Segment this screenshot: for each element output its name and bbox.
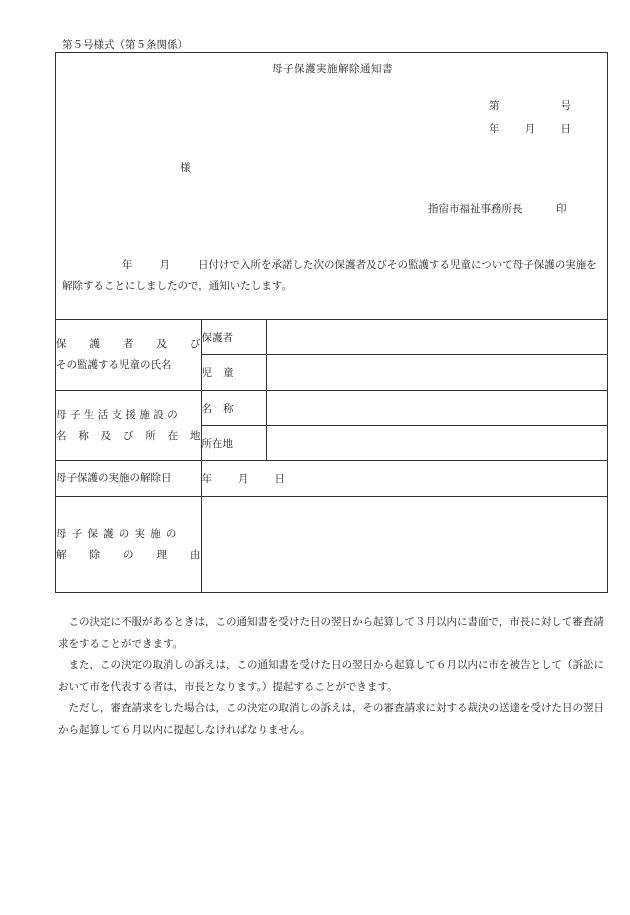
note-paragraph: ただし，審査請求をした場合は，この決定の取消しの訴えは，その審査請求に対する裁決の送達を受けた日の翌日から起算して６月以内に提起しなければなりません。 [58,702,604,736]
body-month: 月 [159,259,170,271]
issue-year: 年 [489,123,500,135]
release-date-label: 母子保護の実施の解除日 [56,461,201,497]
table-row [56,391,607,426]
facility-label-cell [56,391,201,461]
names-label-line2: その監護する児童の氏名 [56,359,172,371]
notice-form [55,52,608,593]
issue-day: 日 [560,123,571,135]
reason-field[interactable] [201,497,607,593]
release-year: 年 [201,473,212,485]
guardian-label: 保護者 [201,320,266,355]
number-suffix: 号 [560,100,571,112]
form-number-label: 第５号様式（第５条関係） [62,39,188,51]
issue-date [489,121,571,136]
facility-address-label: 所在地 [201,426,266,461]
facility-name-field[interactable] [266,391,607,426]
addressee-suffix: 様 [180,162,191,174]
facility-label-line1: 母子生活支援施設の [56,408,182,421]
names-label-cell [56,320,201,391]
table-row [56,497,607,593]
details-table [56,319,607,593]
number-prefix: 第 [489,100,500,112]
appeal-notes [58,612,608,741]
document-number [489,98,571,113]
notice-body [62,255,602,297]
guardian-name-field[interactable] [266,320,607,355]
document-title: 母子保護実施解除通知書 [272,63,393,75]
child-name-field[interactable] [266,355,607,391]
body-text: 日付けで入所を承諾した次の保護者及びその監護する児童について母子保護の実施を解除することにしましたので，通知いたします。 [62,259,597,292]
facility-address-field[interactable] [266,426,607,461]
note-paragraph: この決定に不服があるときは，この通知書を受けた日の翌日から起算して３月以内に書面で，市長に対して審査請求をすることができます。 [58,616,604,650]
facility-name-label-cell: 名 称 [201,391,266,426]
release-day: 日 [274,473,285,485]
table-row [56,320,607,355]
note-paragraph: また，この決定の取消しの訴えは，この通知書を受けた日の翌日から起算して６月以内に市を被告として（訴訟において市を代表する者は，市長となります。）提起することができます。 [58,659,604,693]
seal-mark: 印 [556,203,567,215]
facility-label-line2: 名 称 及 び 所 在 地 [56,429,201,442]
table-row [56,461,607,497]
sender-title: 指宿市福祉事務所長 [428,203,523,215]
reason-label-line1: 母子保護の実施の [56,527,182,540]
body-year: 年 [122,259,133,271]
reason-label-cell [56,497,201,593]
release-date-field[interactable] [201,461,607,497]
release-month: 月 [238,473,249,485]
issue-month: 月 [524,123,536,135]
names-label-line1: 保 護 者 及 び [56,338,201,350]
reason-label-line2: 解 除 の 理 由 [56,548,201,561]
child-label-cell: 児 童 [201,355,266,391]
